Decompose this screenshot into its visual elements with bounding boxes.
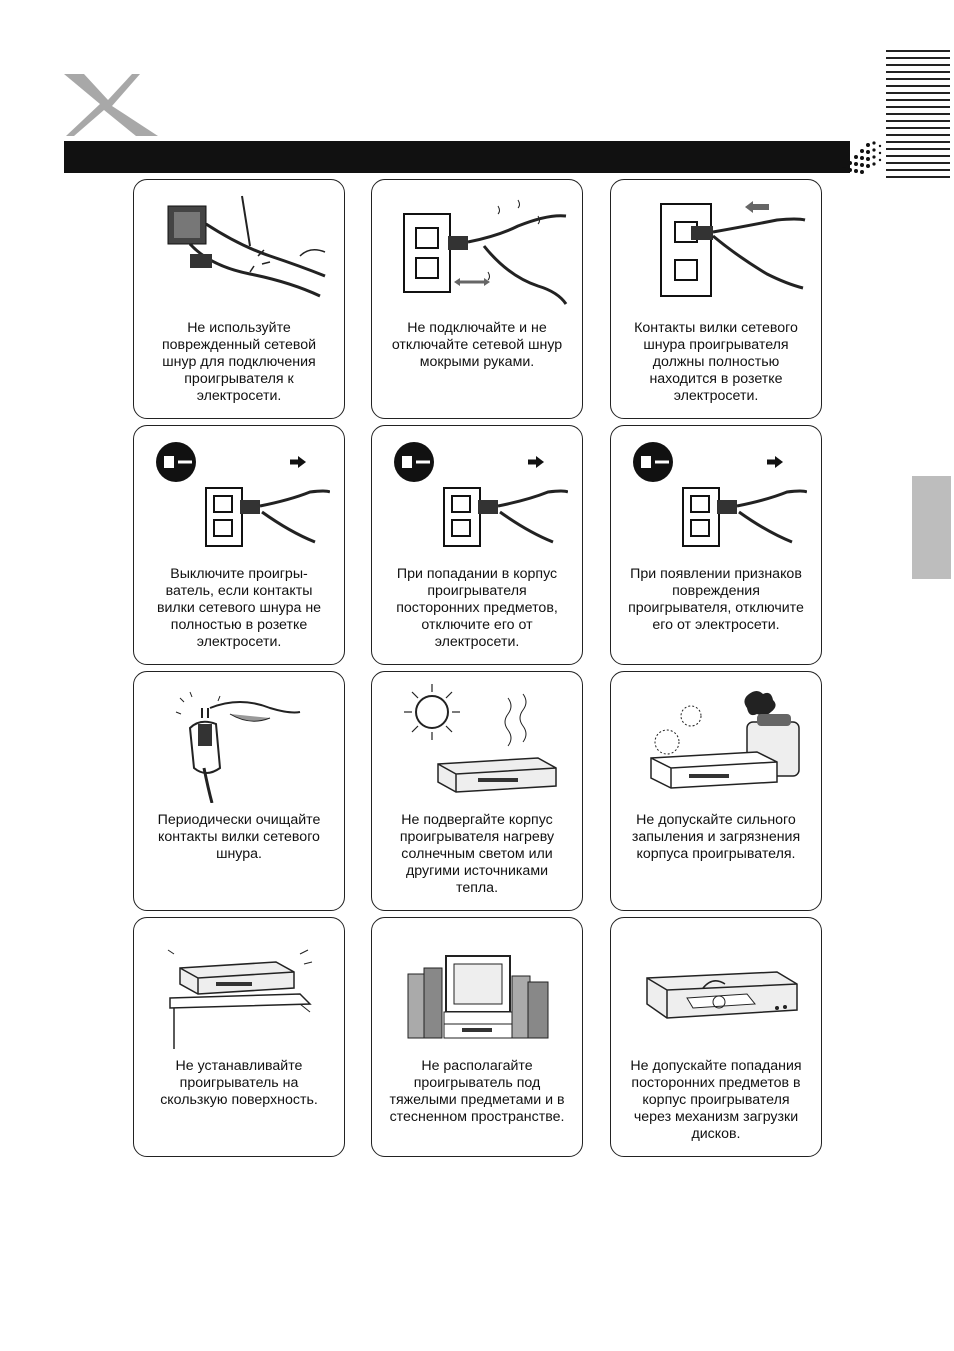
card-caption: Не подключайте и не отключайте сетевой шнур мокрыми руками. [391, 320, 563, 370]
card-caption: При попадании в корпус проигрывателя посторонних предметов, отключите его от электросети. [396, 566, 558, 650]
safety-card-wet-hands [371, 179, 583, 419]
heavy-objects-icon [388, 924, 568, 1049]
card-caption: Не подвергайте корпус проигрывателя нагреву солнечным светом или другими источниками тепла. [399, 812, 555, 896]
slippery-surface-icon [150, 924, 330, 1049]
card-caption: Не используйте поврежденный сетевой шнур для подключения проигрывателя к электросети. [161, 320, 317, 404]
card-caption: Не допускайте попадания посторонних предметов в корпус проигрывателя через механизм загрузки дисков. [630, 1058, 802, 1142]
safety-card-dust [610, 671, 822, 911]
card-caption: Не устанавливайте проигрыватель на скользкую поверхность. [160, 1058, 318, 1108]
safety-card-heavy-objects [371, 917, 583, 1157]
safety-card-disc-tray [610, 917, 822, 1157]
safety-card-sun-heat [371, 671, 583, 911]
card-caption: При появлении признаков повреждения проигрывателя, отключите его от электросети. [628, 566, 804, 633]
damaged-cord-icon [150, 186, 330, 311]
safety-card-plug-inserted [610, 179, 822, 419]
brand-logo [62, 70, 162, 138]
safety-card-slippery-surface [133, 917, 345, 1157]
sun-heat-icon [388, 678, 568, 803]
safety-card-damaged-cord [133, 179, 345, 419]
stripe-decoration [886, 50, 950, 182]
card-caption: Периодически очищайте контакты вилки сетевого шнура. [157, 812, 321, 862]
plug-inserted-icon [627, 186, 807, 311]
safety-card-foreign-objects [371, 425, 583, 665]
card-caption: Не располагайте проигрыватель под тяжелыми предметами и в стесненном пространстве. [389, 1058, 565, 1125]
card-caption: Контакты вилки сетевого шнура проигрывателя должны полностью находится в розетке электросети. [634, 320, 798, 404]
dust-icon [627, 678, 807, 803]
clean-plug-icon [150, 678, 330, 803]
safety-card-damage-signs [610, 425, 822, 665]
wet-hands-icon [388, 186, 568, 311]
title-bar [64, 141, 850, 173]
unplug-icon [627, 432, 807, 557]
card-caption: Не допускайте сильного запыления и загрязнения корпуса проигрывателя. [631, 812, 801, 862]
unplug-icon [150, 432, 330, 557]
card-caption: Выключите проигры- ватель, если контакты вилки сетевого шнура не полностью в розетке электросети. [156, 566, 322, 650]
disc-tray-icon [627, 924, 807, 1049]
safety-card-unplug-loose [133, 425, 345, 665]
dot-pattern [840, 139, 886, 175]
side-tab [912, 476, 951, 579]
safety-card-clean-plug [133, 671, 345, 911]
unplug-icon [388, 432, 568, 557]
